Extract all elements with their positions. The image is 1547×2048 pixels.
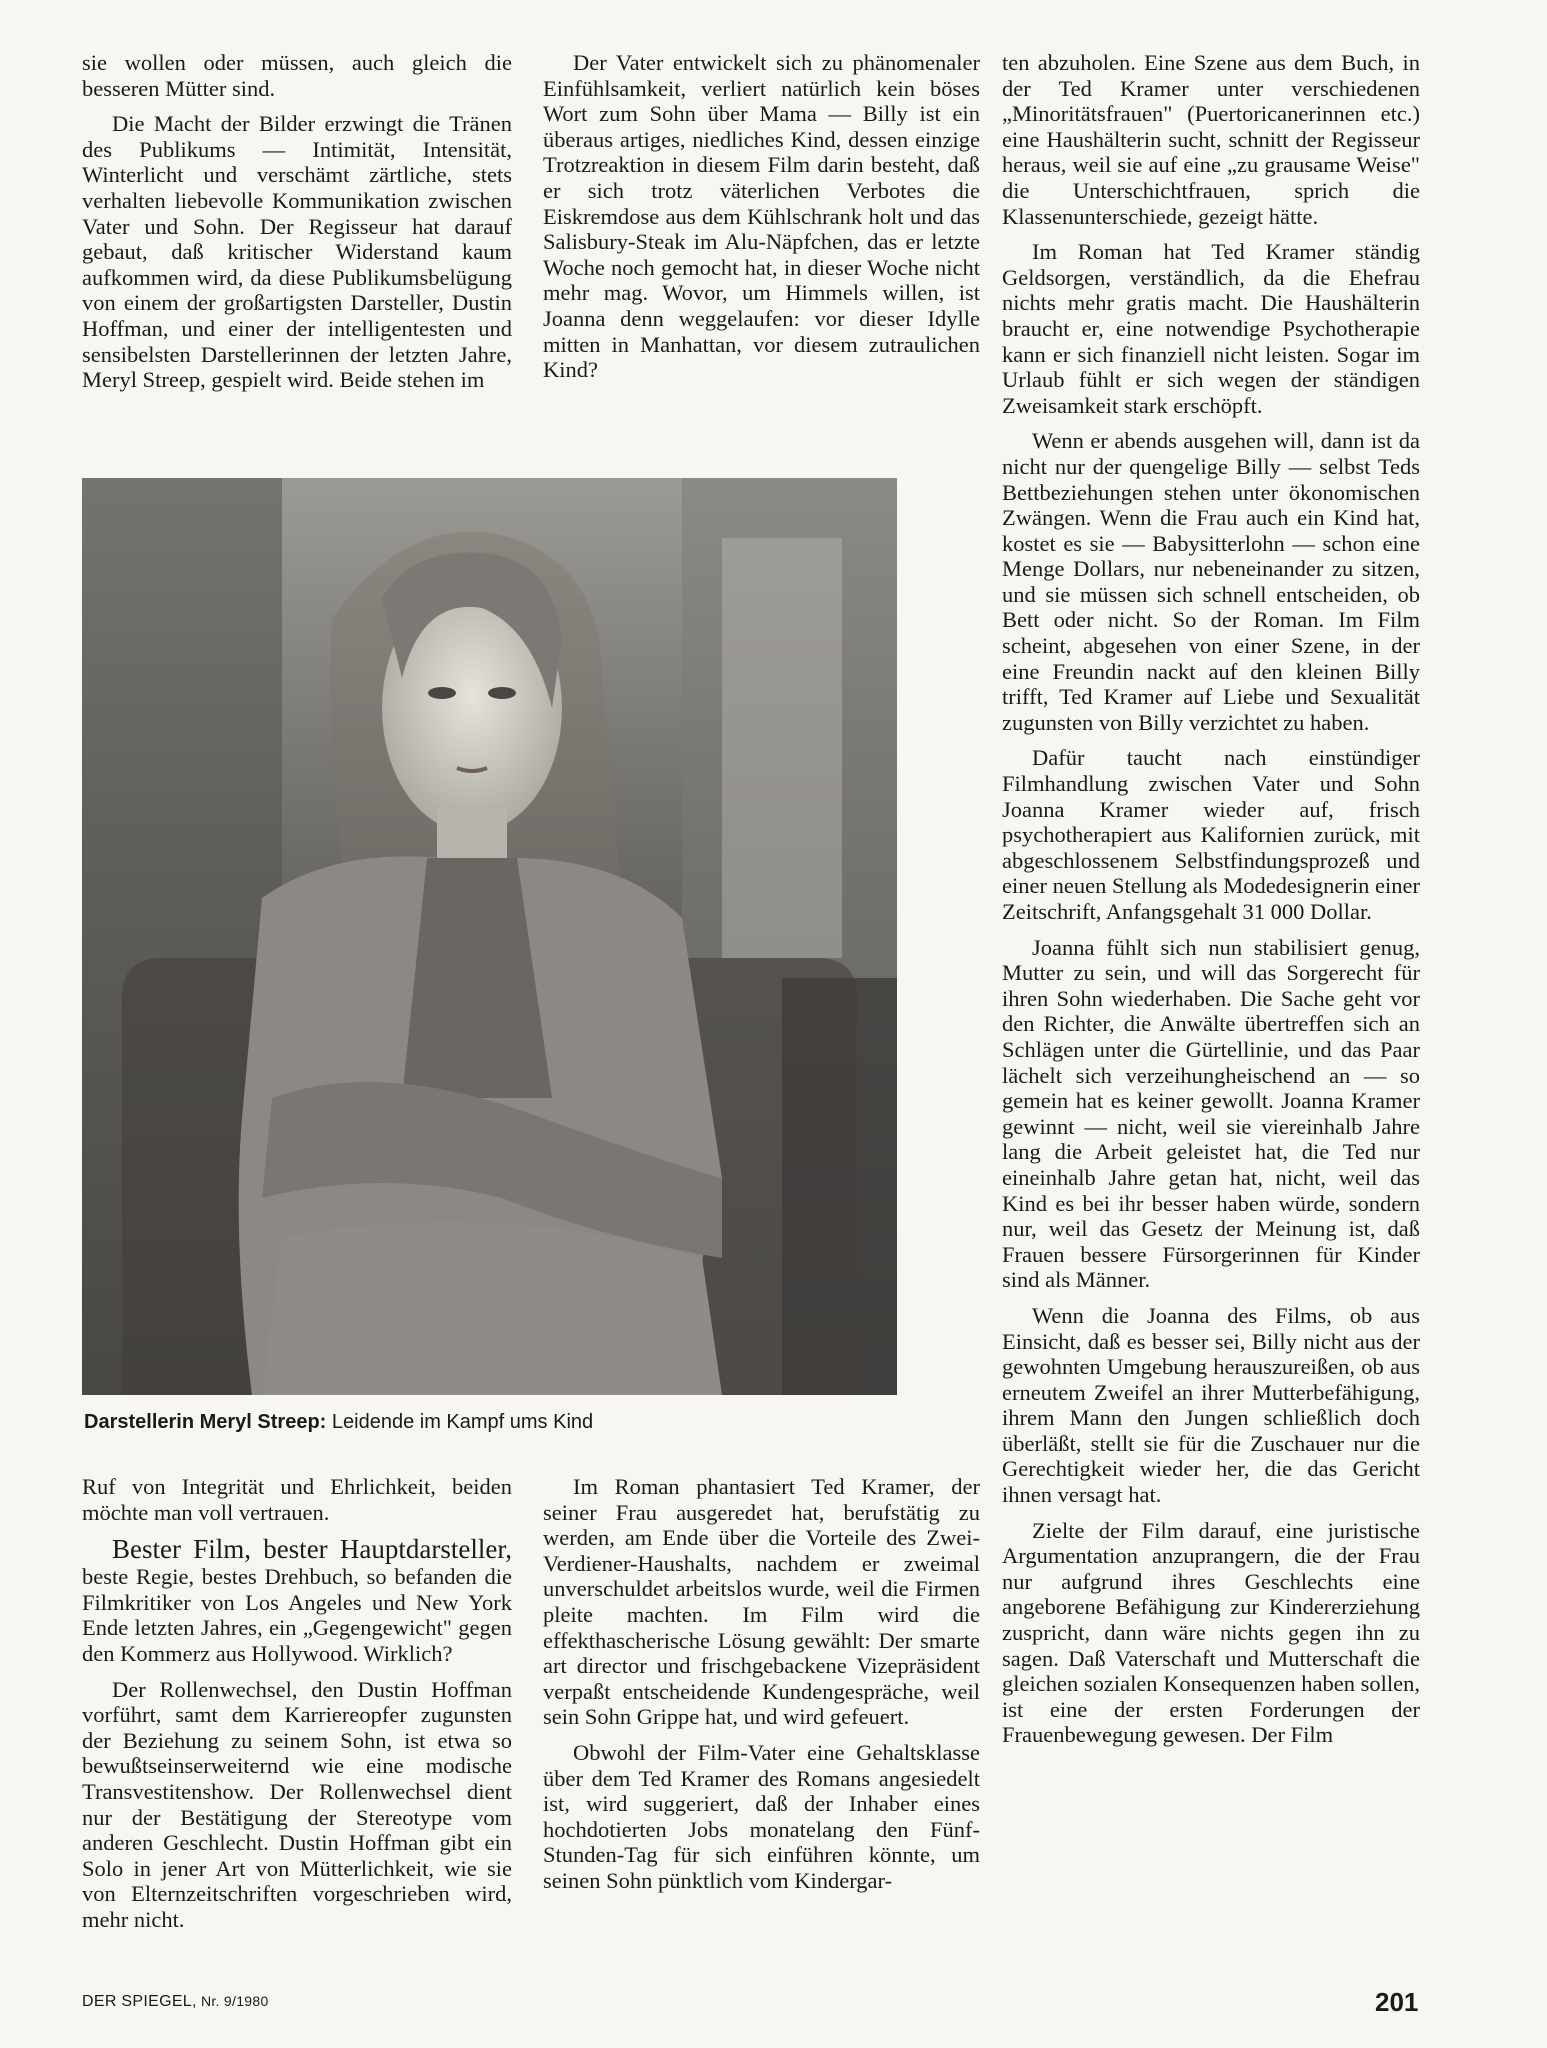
paragraph: Obwohl der Film-Vater eine Gehaltsklasse über dem Ted Kramer des Romans angesiedelt ist, wird suggeriert, daß der Inhaber eines hochdotierten Jobs monatelang den Fünf-Stunden-Tag für sich einführen könnte, um seinen Sohn pünktlich vom Kindergar- xyxy=(543,1739,980,1893)
paragraph: Joanna fühlt sich nun stabilisiert genug, Mutter zu sein, und will das Sorgerecht für ihren Sohn wiederhaben. Die Sache geht vor den Richter, die Anwälte übertreffen sich an Schlägen unter die Gürtellinie, und das Paar lächelt sich verzeihungheischend an — so gemein hat es keiner gewollt. Joanna Kramer gewinnt — nicht, weil sie viereinhalb Jahre lang die Arbeit geleistet hat, die Ted nur eineinhalb Jahre getan hat, nicht, weil das Kind es bei ihr besser haben würde, sondern nur, weil das Gesetz der Meinung ist, daß Frauen bessere Fürsorgerinnen für Kinder sind als Männer. xyxy=(1002,934,1420,1293)
paragraph: Im Roman phantasiert Ted Kramer, der seiner Frau ausgeredet hat, berufstätig zu werden, am Ende über die Vorteile des Zwei-Verdiener-Haushalts, nachdem er zweimal unverschuldet arbeitslos wurde, weil die Firmen pleite machten. Im Film wird die effekthascherische Lösung gewählt: Der smarte art director und frischgebackene Vizepräsident verpaßt entscheidende Kundengespräche, weil sein Sohn Grippe hat, und wird gefeuert. xyxy=(543,1474,980,1730)
paragraph xyxy=(82,1535,512,1666)
paragraph: Die Macht der Bilder erzwingt die Tränen des Publikums — Intimität, Intensität, Winterlicht und verschämt zärtliche, stets verhalten liebevolle Kommunikation zwischen Vater und Sohn. Der Regisseur hat darauf gebaut, daß kritischer Widerstand kaum aufkommen wird, da diese Publikumsbelügung von einem der großartigsten Darsteller, Dustin Hoffman, und einer der intelligentesten und sensibelsten Darstellerinnen der letzten Jahre, Meryl Streep, gespielt wird. Beide stehen im xyxy=(82,111,512,393)
paragraph: Dafür taucht nach einstündiger Filmhandlung zwischen Vater und Sohn Joanna Kramer wieder auf, frisch psychotherapiert aus Kalifornien zurück, mit abgeschlossenem Selbstfindungsprozeß und einer neuen Stellung als Modedesignerin einer Zeitschrift, Anfangsgehalt 31 000 Dollar. xyxy=(1002,745,1420,924)
article-column-2-top xyxy=(543,50,980,460)
paragraph: sie wollen oder müssen, auch gleich die besseren Mütter sind. xyxy=(82,50,512,101)
paragraph: Wenn er abends ausgehen will, dann ist da nicht nur der quengelige Billy — selbst Teds Bettbeziehungen stehen unter ökonomischen Zwängen. Wenn die Frau auch ein Kind hat, kostet es sie — Babysitterlohn — schon eine Menge Dollars, nur nebeneinander zu sitzen, und sie müssen sich schnell entscheiden, ob Bett oder nicht. So der Roman. Im Film scheint, abgesehen von einer Szene, in der eine Freundin nackt auf den kleinen Billy trifft, Ted Kramer auf Liebe und Sexualität zugunsten von Billy verzichtet zu haben. xyxy=(1002,428,1420,735)
paragraph: Zielte der Film darauf, eine juristische Argumentation anzuprangern, die der Frau nur aufgrund ihres Geschlechts eine angeborene Befähigung zur Kindererziehung zuspricht, dann wäre nichts gegen ihn zu sagen. Daß Vaterschaft und Mutterschaft die gleichen sozialen Konsequenzen haben sollen, ist eine der ersten Forderungen der Frauenbewegung gewesen. Der Film xyxy=(1002,1517,1420,1748)
paragraph: ten abzuholen. Eine Szene aus dem Buch, in der Ted Kramer unter verschiedenen „Minoritätsfrauen" (Puertoricanerinnen etc.) eine Haushälterin sucht, schnitt der Regisseur heraus, weil sie auf eine „zu grausame Weise" die Unterschichtfrauen, sprich die Klassenunterschiede, gezeigt hätte. xyxy=(1002,50,1420,229)
paragraph: Der Rollenwechsel, den Dustin Hoffman vorführt, samt dem Karriereopfer zugunsten der Beziehung zu seinem Sohn, ist etwa so bewußtseinserweiternd wie eine modische Transvestitenshow. Der Rollenwechsel dient nur der Bestätigung der Stereotype vom anderen Geschlecht. Dustin Hoffman gibt ein Solo in jener Art von Mütterlichkeit, wie sie von Elternzeitschriften vorgeschrieben wird, mehr nicht. xyxy=(82,1676,512,1932)
article-column-1-top xyxy=(82,50,512,460)
article-photo xyxy=(82,478,897,1395)
paragraph: Im Roman hat Ted Kramer ständig Geldsorgen, verständlich, da die Ehefrau nichts mehr gratis macht. Die Haushälterin braucht er, eine notwendige Psychotherapie kann er sich finanziell nicht leisten. Sogar im Urlaub fühlt er sich wegen der ständigen Zweisamkeit stark erschöpft. xyxy=(1002,239,1420,418)
paragraph: Ruf von Integrität und Ehrlichkeit, beiden möchte man voll vertrauen. xyxy=(82,1474,512,1525)
paragraph: Der Vater entwickelt sich zu phänomenaler Einfühlsamkeit, verliert natürlich kein böses Wort zum Sohn über Mama — Billy ist ein überaus artiges, niedliches Kind, dessen einzige Trotzreaktion in diesem Film darin besteht, daß er sich trotz väterlichen Verbotes die Eiskremdose aus dem Kühlschrank holt und das Salisbury-Steak im Alu-Näpfchen, das er letzte Woche noch gemocht hat, in dieser Woche nicht mehr mag. Wovor, um Himmels willen, ist Joanna denn weggelaufen: vor dieser Idylle mitten in Manhattan, vor diesem zutraulichen Kind? xyxy=(543,50,980,383)
issue-number: Nr. 9/1980 xyxy=(196,1993,269,2009)
paragraph-rest: beste Regie, bestes Drehbuch, so befanden die Filmkritiker von Los Angeles und New York Ende letzten Jahres, ein „Gegengewicht" gegen den Kommerz aus Hollywood. Wirklich? xyxy=(82,1564,512,1666)
caption-text: Leidende im Kampf ums Kind xyxy=(326,1411,594,1433)
lead-in-text: Bester Film, bester Hauptdarsteller, xyxy=(112,1534,512,1565)
article-column-1-bottom xyxy=(82,1474,512,1974)
page-number: 201 xyxy=(1375,1987,1419,2017)
paragraph: Wenn die Joanna des Films, ob aus Einsicht, daß es besser sei, Billy nicht aus der gewohnten Umgebung herauszureißen, ob aus erneutem Zweifel an ihrer Mutterbefähigung, ihrem Mann den Jungen schließlich doch überläßt, stellt sie für die Zuschauer nur die Gerechtigkeit wieder her, die das Gericht ihnen versagt hat. xyxy=(1002,1302,1420,1508)
article-column-2-bottom xyxy=(543,1474,980,1974)
magazine-name: DER SPIEGEL, xyxy=(82,1993,197,2010)
portrait-photo-illustration xyxy=(82,478,897,1395)
caption-bold: Darstellerin Meryl Streep: xyxy=(84,1411,327,1433)
photo-caption xyxy=(84,1410,904,1434)
magazine-footer xyxy=(82,1993,269,2011)
article-column-3 xyxy=(1002,50,1420,1950)
